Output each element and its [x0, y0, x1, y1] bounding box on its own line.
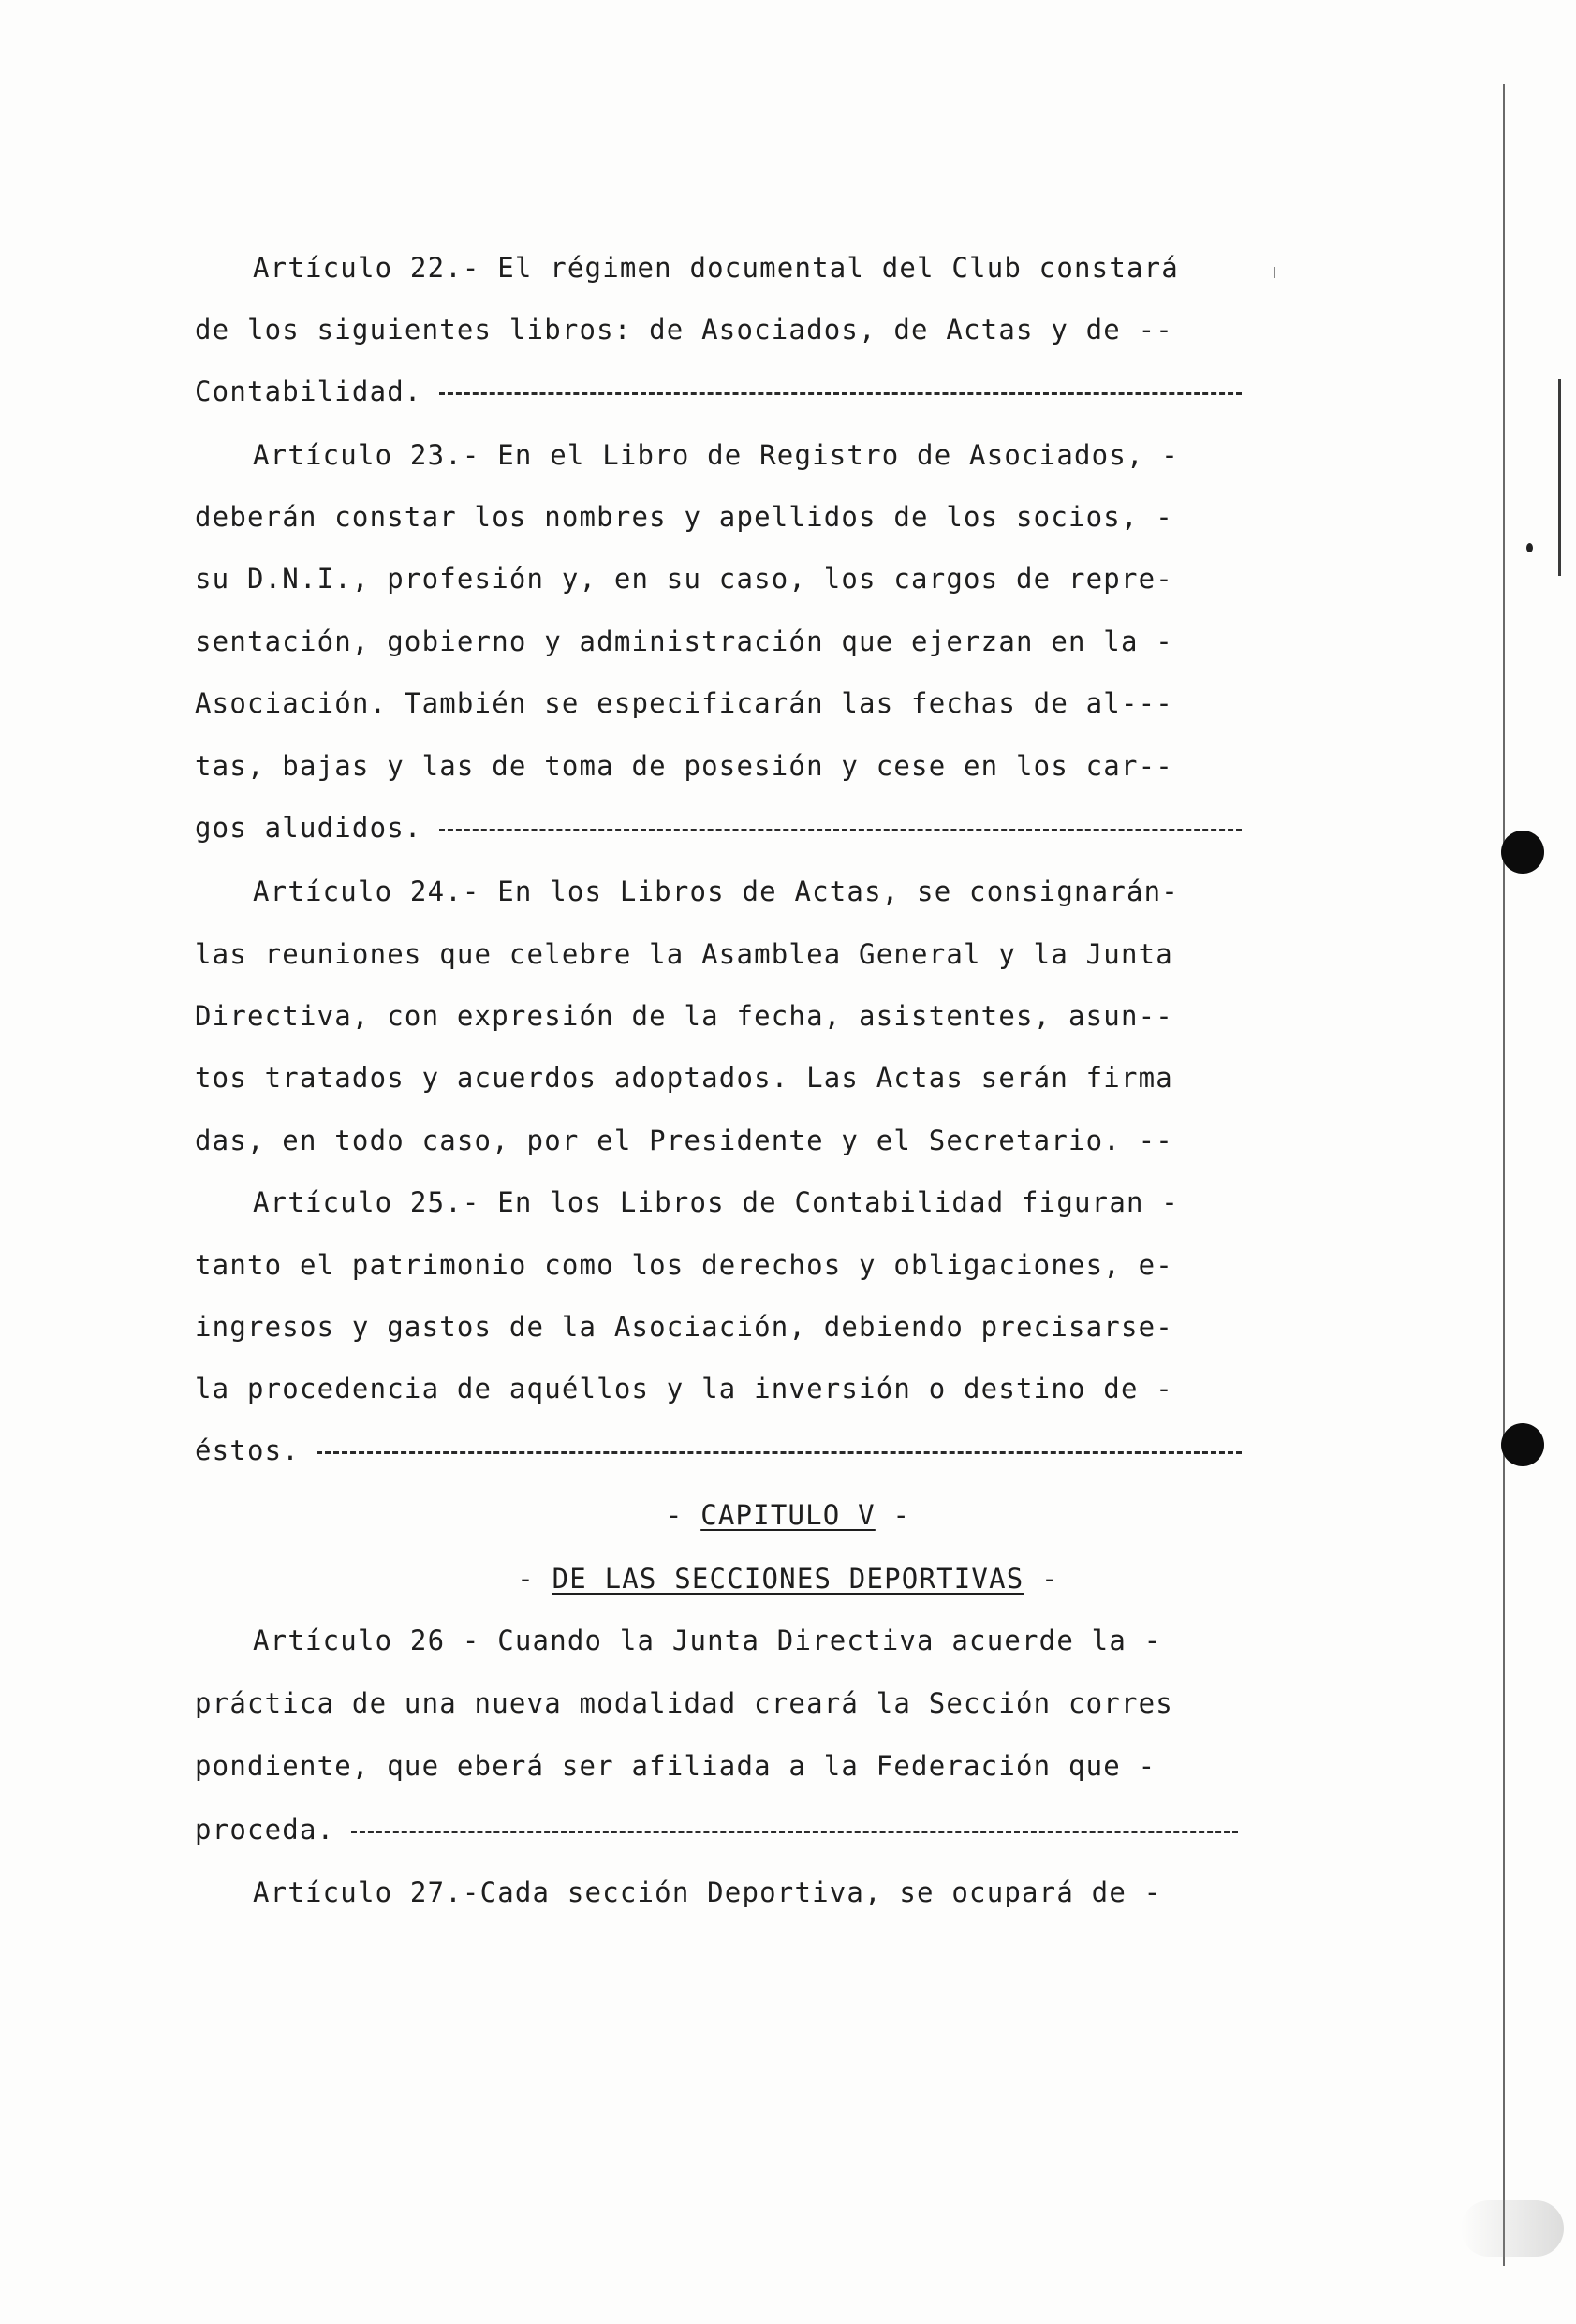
- chapter-dash-left: -: [517, 1563, 535, 1595]
- text-line-content: Contabilidad.: [195, 375, 422, 407]
- scan-speck: [1526, 543, 1533, 552]
- chapter-title-text: CAPITULO V: [700, 1499, 876, 1531]
- dash-fill: [439, 392, 1242, 395]
- text-line: Artículo 22.- El régimen documental del Club constará: [253, 252, 1179, 284]
- scan-edge-mark: [1558, 379, 1561, 576]
- text-line: [195, 375, 1242, 408]
- chapter-subtitle: [0, 1562, 1576, 1596]
- text-line: Artículo 25.- En los Libros de Contabilidad figuran -: [253, 1186, 1179, 1218]
- text-line: Artículo 26 - Cuando la Junta Directiva acuerde la -: [253, 1625, 1162, 1656]
- text-line: las reuniones que celebre la Asamblea General y la Junta: [195, 938, 1173, 970]
- dash-fill: [351, 1831, 1238, 1833]
- text-line: pondiente, que eberá ser afiliada a la Federación que -: [195, 1750, 1156, 1782]
- chapter-subtitle-text: DE LAS SECCIONES DEPORTIVAS: [552, 1563, 1024, 1595]
- text-line-content: éstos.: [195, 1434, 300, 1466]
- punch-hole: [1501, 831, 1544, 874]
- text-line: [195, 811, 1242, 845]
- dash-fill: [317, 1451, 1242, 1454]
- scan-shadow: [1461, 2200, 1564, 2257]
- scan-edge-line: [1503, 84, 1505, 2266]
- text-line: Directiva, con expresión de la fecha, asistentes, asun--: [195, 1000, 1173, 1032]
- text-line: Artículo 24.- En los Libros de Actas, se consignarán-: [253, 875, 1179, 907]
- scan-speck: [1274, 267, 1275, 278]
- text-line-content: gos aludidos.: [195, 812, 422, 844]
- text-line: práctica de una nueva modalidad creará la Sección corres: [195, 1687, 1173, 1719]
- chapter-dash-right: -: [892, 1499, 911, 1531]
- text-line-content: proceda.: [195, 1814, 335, 1846]
- chapter-dash-left: -: [665, 1499, 684, 1531]
- chapter-dash-right: -: [1041, 1563, 1059, 1595]
- dash-fill: [439, 829, 1242, 831]
- text-line: Artículo 27.-Cada sección Deportiva, se ocupará de -: [253, 1876, 1162, 1908]
- punch-hole: [1501, 1423, 1544, 1466]
- text-line: tos tratados y acuerdos adoptados. Las Actas serán firma: [195, 1062, 1173, 1094]
- text-line: tas, bajas y las de toma de posesión y cese en los car--: [195, 750, 1173, 782]
- text-line: sentación, gobierno y administración que ejerzan en la -: [195, 625, 1173, 657]
- text-line: tanto el patrimonio como los derechos y obligaciones, e-: [195, 1249, 1173, 1281]
- text-line: das, en todo caso, por el Presidente y el Secretario. --: [195, 1125, 1173, 1156]
- text-line: Artículo 23.- En el Libro de Registro de Asociados, -: [253, 439, 1179, 471]
- text-line: Asociación. También se especificarán las fechas de al---: [195, 687, 1173, 719]
- text-line: la procedencia de aquéllos y la inversión o destino de -: [195, 1373, 1173, 1405]
- chapter-title: [0, 1498, 1576, 1532]
- text-line: de los siguientes libros: de Asociados, de Actas y de --: [195, 314, 1173, 346]
- text-line: [195, 1813, 1238, 1846]
- text-line: su D.N.I., profesión y, en su caso, los cargos de repre-: [195, 563, 1173, 595]
- text-line: [195, 1434, 1242, 1467]
- text-line: deberán constar los nombres y apellidos de los socios, -: [195, 501, 1173, 533]
- text-line: ingresos y gastos de la Asociación, debiendo precisarse-: [195, 1311, 1173, 1343]
